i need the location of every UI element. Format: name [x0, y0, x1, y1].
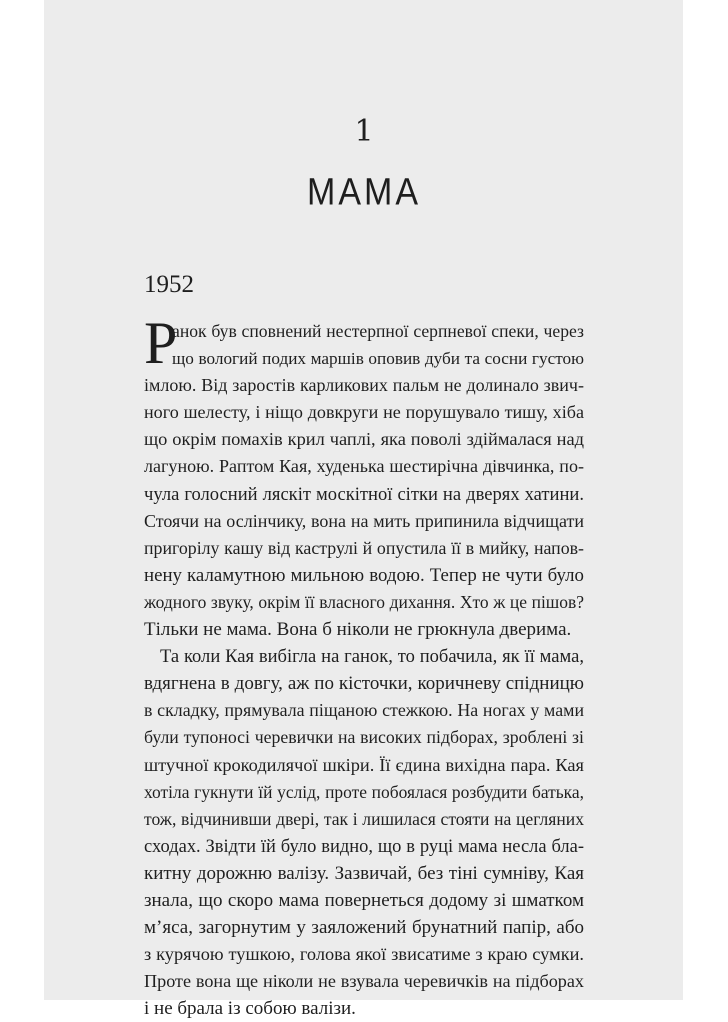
text-line: сходах. Звідти їй було видно, що в руці мама несла бла-: [144, 835, 584, 856]
text-line: чула голосний ляскіт москітної сітки на дверях хатини.: [144, 483, 584, 505]
text-line: Та коли Кая вибігла на ганок, то побачила, як її мама,: [160, 646, 584, 668]
text-line: що окрім помахів крил чаплі, яка поволі здіймалася над: [144, 429, 584, 450]
drop-cap: Р: [144, 310, 178, 376]
text-line: в складку, прямувала піщаною стежкою. На ногах у мами: [144, 700, 584, 721]
body-text: [144, 318, 584, 1022]
text-line: штучної крокодилячої шкіри. Її єдина вихідна пара. Кая: [144, 754, 584, 775]
text-line: Тільки не мама. Вона б ніколи не грюкнула дверима.: [144, 619, 572, 641]
text-line: китну дорожню валізу. Зазвичай, без тіні сумніву, Кая: [144, 862, 584, 884]
text-line: тож, відчинивши двері, так і лишилася стояти на цегляних: [144, 808, 584, 829]
text-line: нену каламутною мильною водою. Тепер не чути було: [144, 564, 584, 586]
section-year: 1952: [144, 271, 194, 298]
text-line: були тупоносі черевички на високих підборах, зроблені зі: [144, 727, 584, 748]
text-line: м’яса, загорнутим у заяложений брунатний папір, або: [144, 917, 584, 939]
text-line: імлою. Від заростів карликових пальм не долинало звич-: [144, 375, 584, 396]
text-line: що вологий подих маршів оповив дуби та сосни густою: [172, 349, 584, 369]
text-line: і не брала із собою валізи.: [144, 998, 356, 1020]
text-line: анок був сповнений нестерпної серпневої спеки, через: [172, 321, 584, 341]
text-line: вдягнена в довгу, аж по кісточки, коричневу спідницю: [144, 673, 584, 695]
text-line: Проте вона ще ніколи не взувала черевичків на підборах: [144, 971, 584, 992]
text-line: ного шелесту, і ніщо довкруги не порушувало тишу, хіба: [144, 402, 584, 423]
text-line: пригорілу кашу від каструлі й опустила її в мийку, напов-: [144, 537, 584, 558]
text-line: з курячою тушкою, голова якої звисатиме з краю сумки.: [144, 944, 584, 965]
text-line: знала, що скоро мама повернеться додому зі шматком: [144, 889, 584, 911]
text-line: Стоячи на ослінчику, вона на мить припинила відчищати: [144, 510, 584, 531]
text-line: лагуною. Раптом Кая, худенька шестирічна дівчинка, по-: [144, 456, 584, 477]
text-line: жодного звуку, окрім її власного дихання. Хто ж це пішов?: [144, 591, 584, 612]
chapter-title: МАМА: [307, 170, 421, 214]
chapter-number: 1: [354, 114, 374, 149]
text-line: хотіла гукнути їй услід, проте побоялася розбудити батька,: [144, 781, 584, 802]
